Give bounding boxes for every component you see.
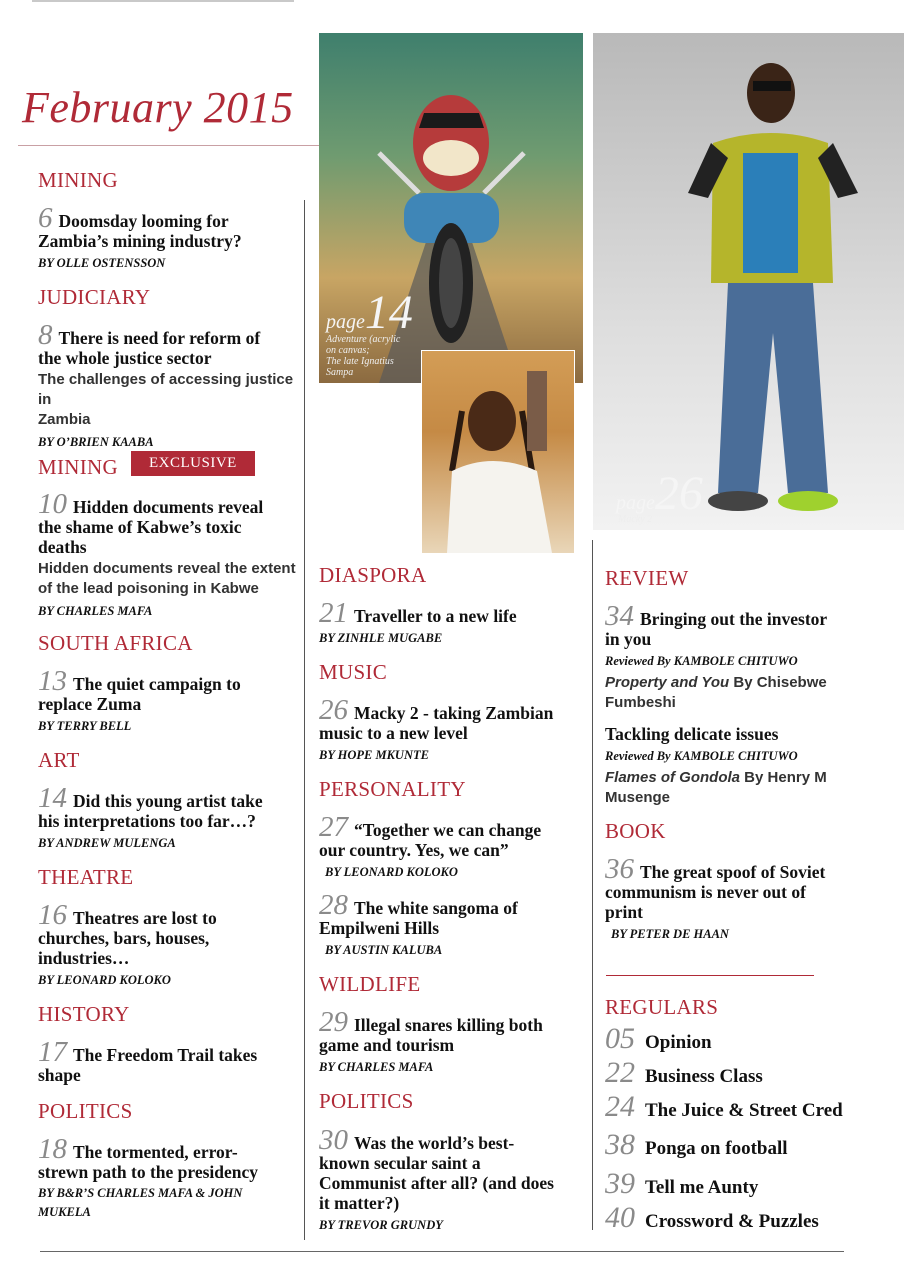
section-history: HISTORY: [38, 1002, 130, 1026]
macky-caption: Macky 2: [618, 514, 653, 525]
art-page-number: 14: [364, 286, 413, 339]
section-judiciary: JUDICIARY: [38, 285, 151, 309]
toc-entry-29[interactable]: 29 Illegal snares killing both game and tourism BY CHARLES MAFA: [319, 1006, 543, 1074]
toc-entry-10[interactable]: 10 Hidden documents reveal the shame of Kabwe’s toxic deaths Hidden documents reveal the extent of the lead poisoning in Kabwe BY CHARLES MAFA: [38, 488, 296, 618]
section-mining-2: MINING: [38, 455, 118, 479]
toc-entry-tackling[interactable]: Tackling delicate issues Reviewed By KAMBOLE CHITUWO Flames of Gondola By Henry M Musenge: [605, 724, 827, 806]
section-regulars: REGULARS: [605, 995, 719, 1019]
toc-entry-30[interactable]: 30 Was the world’s best- known secular saint a Communist after all? (and does it matter?) BY TREVOR GRUNDY: [319, 1124, 554, 1232]
art-page-label: [326, 285, 413, 340]
toc-entry-6[interactable]: 6 Doomsday looming for Zambia’s mining industry? BY OLLE OSTENSSON: [38, 202, 242, 270]
macky-page-label: [616, 466, 703, 521]
section-book: BOOK: [605, 819, 666, 843]
regular-item-juice[interactable]: 24 The Juice & Street Cred: [605, 1090, 843, 1123]
column-divider-2: [592, 540, 593, 1230]
section-politics: POLITICS: [38, 1099, 133, 1123]
regular-item-business-class[interactable]: 22 Business Class: [605, 1056, 763, 1089]
section-art: ART: [38, 748, 80, 772]
toc-entry-26[interactable]: 26 Macky 2 - taking Zambian music to a new level BY HOPE MKUNTE: [319, 694, 554, 762]
section-personality: PERSONALITY: [319, 777, 466, 801]
toc-entry-18[interactable]: 18 The tormented, error- strewn path to the presidency BY B&R’S CHARLES MAFA & JOHN MUKELA: [38, 1133, 259, 1219]
column-divider-1: [304, 200, 305, 1240]
section-south-africa: SOUTH AFRICA: [38, 631, 193, 655]
regular-item-crossword[interactable]: 40 Crossword & Puzzles: [605, 1201, 819, 1234]
toc-entry-8[interactable]: 8 There is need for reform of the whole justice sector The challenges of accessing justice in Zambia BY O’BRIEN KAABA: [38, 319, 294, 449]
toc-entry-21[interactable]: 21 Traveller to a new life BY ZINHLE MUGABE: [319, 597, 517, 645]
regulars-rule: [606, 975, 814, 976]
section-review: REVIEW: [605, 566, 689, 590]
section-music: MUSIC: [319, 660, 388, 684]
section-wildlife: WILDLIFE: [319, 972, 421, 996]
title-rule: [18, 145, 328, 146]
section-theatre: THEATRE: [38, 865, 134, 889]
toc-entry-14[interactable]: 14 Did this young artist take his interpretations too far…? BY ANDREW MULENGA: [38, 782, 263, 850]
toc-entry-36[interactable]: 36 The great spoof of Soviet communism is never out of print BY PETER DE HAAN: [605, 853, 826, 941]
toc-entry-34[interactable]: 34 Bringing out the investor in you Reviewed By KAMBOLE CHITUWO Property and You By Chisebwe Fumbeshi: [605, 600, 828, 711]
top-rule: [32, 0, 294, 2]
artist-photo: [421, 350, 575, 554]
exclusive-badge: EXCLUSIVE: [131, 451, 255, 476]
regular-item-ponga[interactable]: 38 Ponga on football: [605, 1128, 788, 1161]
toc-entry-27[interactable]: 27 “Together we can change our country. Yes, we can” BY LEONARD KOLOKO: [319, 811, 542, 879]
toc-entry-28[interactable]: 28 The white sangoma of Empilweni Hills BY AUSTIN KALUBA: [319, 889, 518, 957]
section-diaspora: DIASPORA: [319, 563, 427, 587]
section-politics-2: POLITICS: [319, 1089, 414, 1113]
regular-item-aunty[interactable]: 39 Tell me Aunty: [605, 1167, 759, 1200]
art-page-word: page: [326, 311, 365, 333]
macky-page-word: page: [616, 492, 655, 514]
toc-entry-16[interactable]: 16 Theatres are lost to churches, bars, houses, industries… BY LEONARD KOLOKO: [38, 899, 217, 987]
art-caption: Adventure (acrylic on canvas; The late Ignatius Sampa: [326, 334, 401, 378]
section-mining: MINING: [38, 168, 118, 192]
regular-item-opinion[interactable]: 05 Opinion: [605, 1022, 712, 1055]
toc-entry-13[interactable]: 13 The quiet campaign to replace Zuma BY TERRY BELL: [38, 665, 241, 733]
bottom-rule: [40, 1251, 844, 1252]
macky-page-number: 26: [654, 467, 703, 520]
issue-title: February 2015: [22, 83, 294, 132]
toc-entry-17[interactable]: 17 The Freedom Trail takes shape: [38, 1036, 258, 1085]
macky-photo: [593, 33, 904, 530]
